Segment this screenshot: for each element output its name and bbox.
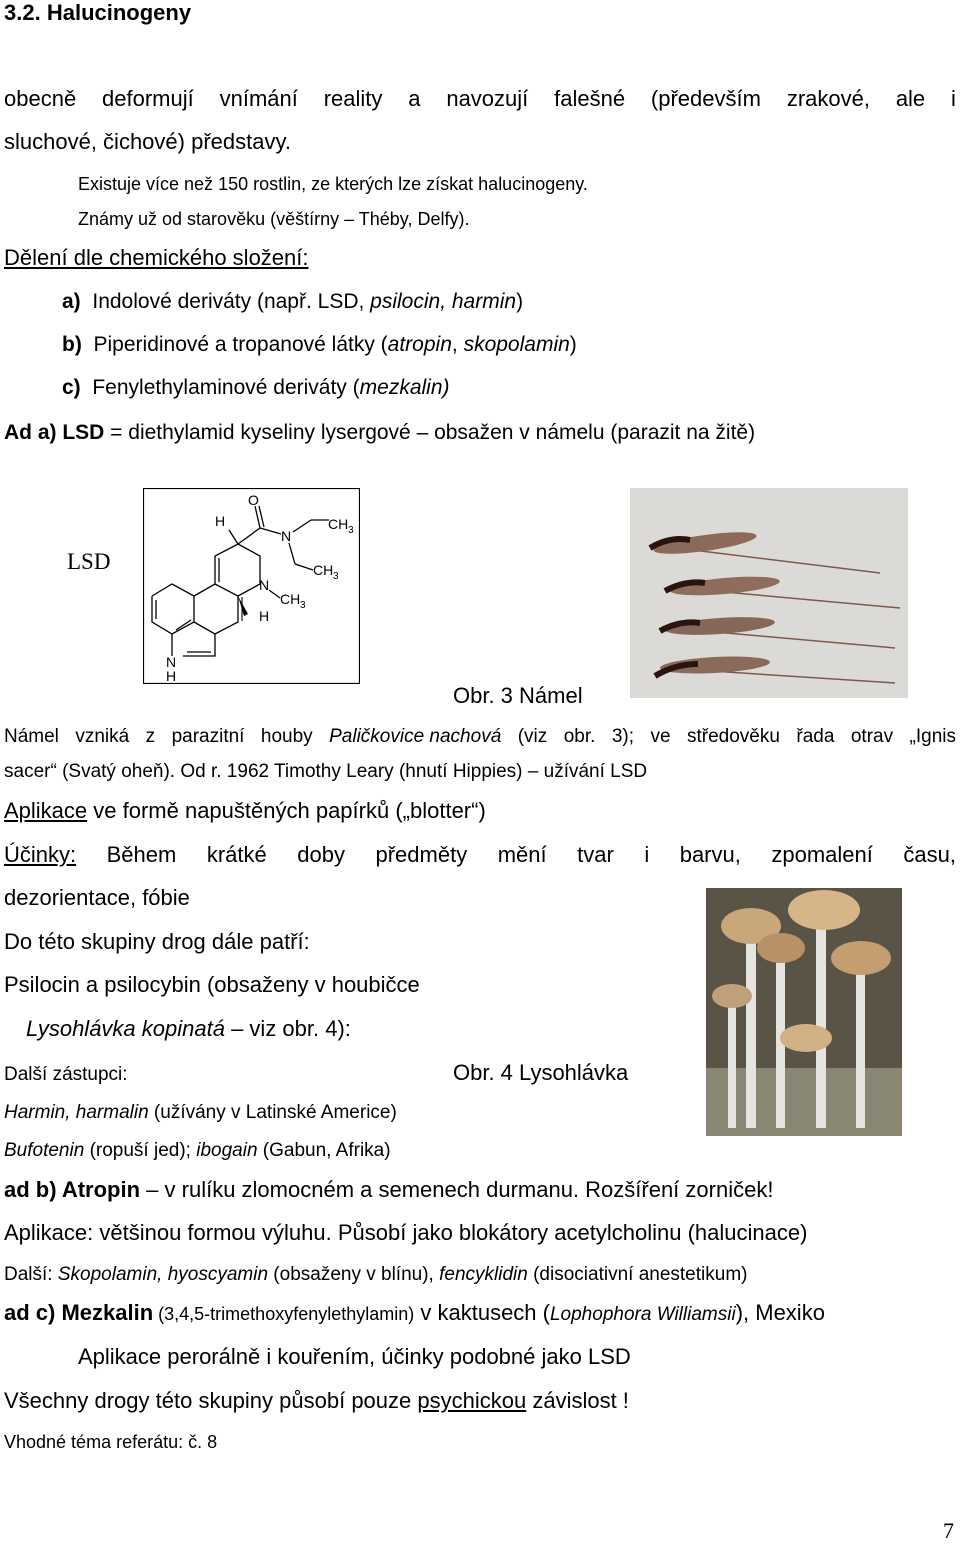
word: reality [323, 86, 383, 111]
word: krátké [206, 842, 267, 867]
atom-n: N [281, 528, 292, 544]
word: 3); [611, 726, 635, 747]
item-close: ) [516, 290, 524, 313]
page-number: 7 [943, 1518, 954, 1543]
closing-underline: psychickou [417, 1388, 527, 1413]
ucinky-line-2: dezorientace, fóbie [4, 885, 190, 910]
lsd-label: LSD [67, 549, 111, 574]
item-italic: mezkalin) [359, 376, 450, 399]
atom-sub: 3 [333, 571, 339, 582]
word: předměty [375, 842, 468, 867]
ad-b-text: – v rulíku zlomocném a semenech durmanu. Rozšíření zorniček! [140, 1177, 774, 1202]
lophophora-name: Lophophora Williamsii [549, 1304, 736, 1325]
item-close: ) [569, 333, 577, 356]
section-heading [4, 0, 191, 26]
division-item-b [62, 333, 577, 357]
ad-b-line-3-a: Další: [4, 1264, 58, 1285]
item-italic: skopolamin [463, 333, 570, 356]
ad-a-text: = diethylamid kyseliny lysergové – obsažen v námelu (parazit na žitě) [104, 421, 756, 444]
item-text: Fenylethylaminové deriváty ( [92, 376, 360, 399]
word: obr. [563, 726, 596, 747]
ucinky-label: Účinky: [4, 842, 77, 867]
ad-b-line-3-b: (obsaženy v blínu), [268, 1264, 440, 1285]
namel-caption: Obr. 3 Námel [453, 683, 583, 708]
atom-ch3: CH [328, 516, 349, 532]
atom-sub: 3 [348, 525, 354, 536]
word: středověku [686, 726, 780, 747]
group-line-2: Psilocin a psilocybin (obsaženy v houbičce [4, 972, 420, 997]
bufotenin-name: Bufotenin [4, 1140, 85, 1161]
ad-b-label: ad b) Atropin [4, 1177, 141, 1202]
atom-h: H [166, 668, 177, 684]
ad-b-line-2: Aplikace: většinou formou výluhu. Působí jako blokátory acetylcholinu (halucinace) [4, 1220, 808, 1245]
word: času, [903, 842, 956, 867]
namel-text-line-2: sacer“ (Svatý oheň). Od r. 1962 Timothy Leary (hnutí Hippies) – užívání LSD [4, 761, 648, 782]
aplikace-line [4, 798, 486, 824]
word: Paličkovice nachová [329, 726, 502, 747]
group-line-1: Do této skupiny drog dále patří: [4, 929, 310, 954]
ad-c-mid: v kaktusech ( [414, 1300, 550, 1325]
item-text: Piperidinové a tropanové látky ( [93, 333, 388, 356]
division-item-a [62, 290, 523, 314]
ergot-illustration [630, 488, 908, 698]
word: i [951, 86, 956, 111]
word: vzniká [75, 726, 130, 747]
atom-n: N [259, 577, 270, 593]
atom-h: H [215, 513, 226, 529]
atom-n: N [166, 654, 177, 670]
namel-text-line-1 [4, 726, 956, 748]
word: vnímání [219, 86, 298, 111]
others-line-2-mid: (ropuší jed); [84, 1140, 197, 1161]
item-mid: , [451, 333, 464, 356]
word: i [644, 842, 650, 867]
ad-c-chemical: (3,4,5-trimethoxyfenylethylamin) [153, 1304, 415, 1324]
others-line-1-rest: (užívány v Latinské Americe) [148, 1102, 397, 1123]
ad-b-line-3 [4, 1264, 747, 1286]
ad-a-line [4, 421, 755, 445]
word: deformují [102, 86, 194, 111]
atom-h: H [259, 608, 270, 624]
section-title: Halucinogeny [46, 0, 192, 25]
ad-c-line [4, 1300, 825, 1326]
word: ve [650, 726, 671, 747]
closing-pre: Všechny drogy této skupiny působí pouze [4, 1388, 418, 1413]
word: z [145, 726, 156, 747]
aplikace-label: Aplikace [4, 798, 88, 823]
closing-line [4, 1388, 629, 1414]
word: obecně [4, 86, 77, 111]
namel-photo [630, 488, 908, 698]
word: houby [260, 726, 313, 747]
word: „Ignis [909, 726, 956, 747]
item-letter: c) [62, 376, 81, 399]
intro-line-2: sluchové, čichové) představy. [4, 129, 291, 154]
word: řada [796, 726, 835, 747]
ucinky-line-1 [4, 842, 956, 868]
ad-b-line-3-c: (disociativní anestetikum) [527, 1264, 748, 1285]
word: tvar [577, 842, 614, 867]
harmin-name: Harmin, harmalin [4, 1102, 149, 1123]
word: parazitní [171, 726, 245, 747]
group-line-3-rest: – viz obr. 4): [224, 1016, 351, 1041]
others-line-2 [4, 1140, 391, 1162]
fact-history: Známy už od starověku (věštírny – Théby, Delfy). [78, 209, 470, 229]
aplikace-text: ve formě napuštěných papírků („blotter“) [87, 798, 486, 823]
atom-ch3: CH [280, 591, 301, 607]
mushroom-caption: Obr. 4 Lysohlávka [453, 1060, 629, 1085]
division-heading: Dělení dle chemického složení: [4, 245, 309, 270]
item-italic: psilocin, harmin [370, 290, 517, 313]
word: doby [297, 842, 345, 867]
intro-line-1 [4, 86, 956, 112]
fact-plants: Existuje více než 150 rostlin, ze kterých lze získat halucinogeny. [78, 174, 588, 194]
fencyklidin-name: fencyklidin [439, 1264, 528, 1285]
word: Námel [4, 726, 59, 747]
word: ale [895, 86, 926, 111]
word: zrakové, [786, 86, 870, 111]
word: a [408, 86, 421, 111]
division-item-c [62, 376, 450, 400]
word: (především [650, 86, 761, 111]
closing-post: závislost ! [526, 1388, 629, 1413]
ibogain-name: ibogain [196, 1140, 258, 1161]
mushroom-photo [706, 888, 902, 1136]
topic-line: Vhodné téma referátu: č. 8 [4, 1432, 218, 1452]
item-letter: a) [62, 290, 81, 313]
ad-c-line-2: Aplikace perorálně i kouřením, účinky podobné jako LSD [78, 1344, 631, 1369]
atom-sub: 3 [300, 600, 306, 611]
ad-a-label: Ad a) LSD [4, 421, 105, 444]
word: (viz [517, 726, 548, 747]
item-text: Indolové deriváty (např. LSD, [92, 290, 371, 313]
ad-b-line [4, 1177, 773, 1203]
word: Během [106, 842, 177, 867]
word: navozují [446, 86, 529, 111]
word: barvu, [679, 842, 741, 867]
section-number: 3.2. [4, 0, 41, 25]
word: zpomalení [771, 842, 873, 867]
ad-c-end: ), Mexiko [735, 1300, 825, 1325]
others-line-1 [4, 1102, 397, 1124]
mushroom-illustration [706, 888, 902, 1136]
dalsi-zastupci-label: Další zástupci: [4, 1064, 128, 1085]
lsd-structure-figure [143, 488, 360, 684]
skopolamin-name: Skopolamin, hyoscyamin [57, 1264, 269, 1285]
lysohlavka-name: Lysohlávka kopinatá [26, 1016, 225, 1041]
word: mění [497, 842, 547, 867]
others-line-2-rest: (Gabun, Afrika) [257, 1140, 391, 1161]
atom-o: O [248, 492, 259, 508]
group-line-3 [26, 1016, 351, 1042]
item-italic: atropin [387, 333, 452, 356]
item-letter: b) [62, 333, 82, 356]
atom-ch3: CH [313, 562, 334, 578]
ad-c-label: ad c) Mezkalin [4, 1300, 154, 1325]
word: otrav [850, 726, 894, 747]
word: falešné [554, 86, 626, 111]
